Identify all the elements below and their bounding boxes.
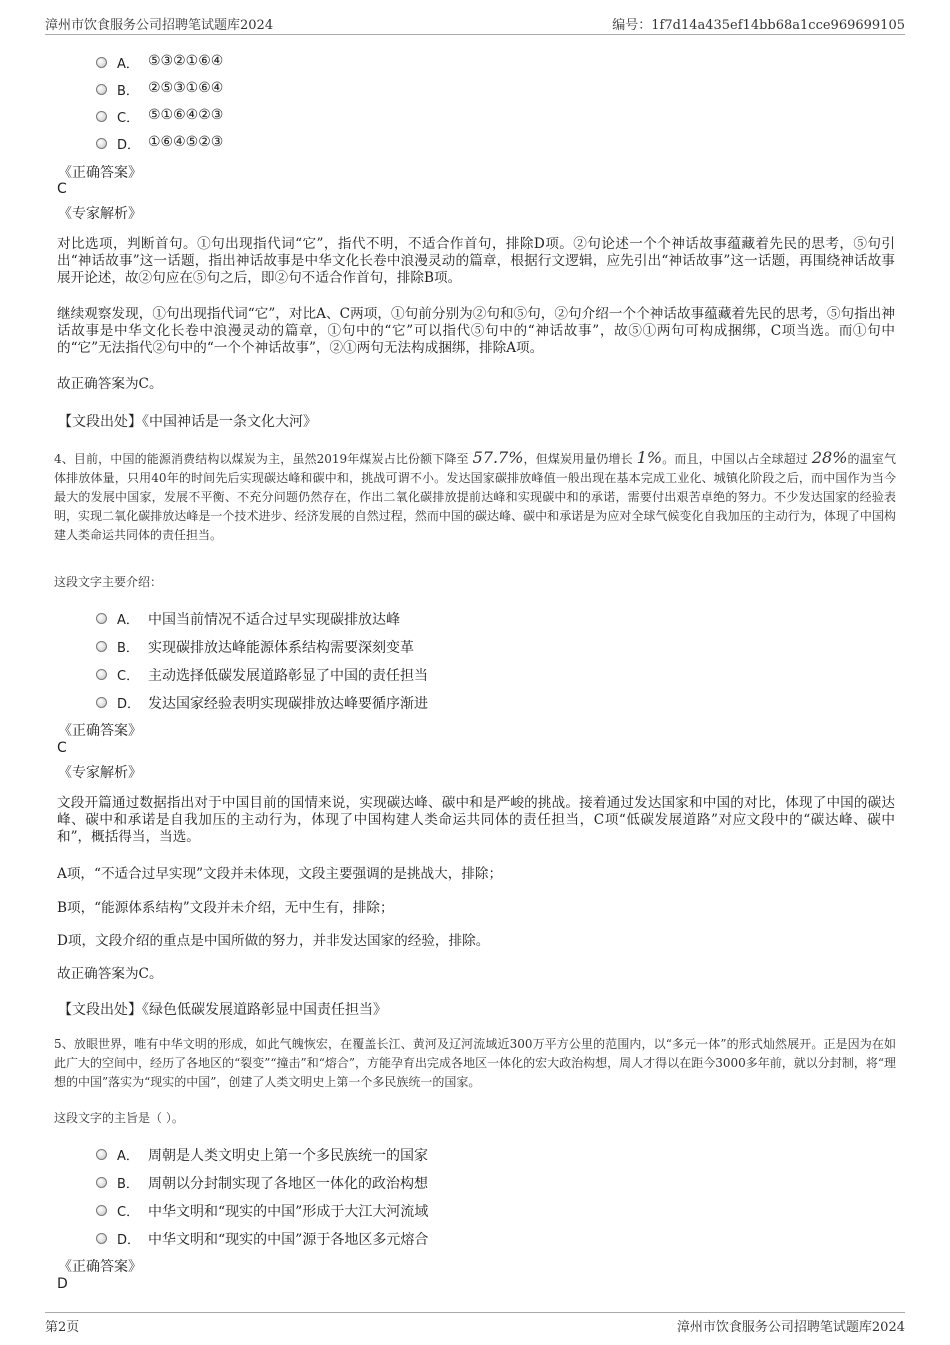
radio-icon[interactable] bbox=[96, 111, 107, 122]
q4-analysis-p1: 文段开篇通过数据指出对于中国目前的国情来说，实现碳达峰、碳中和是严峻的挑战。接着通过发达国家和中国的对比，体现了中国的碳达峰、碳中和承诺是自我加压的主动行为，体现了中国构建人类命运共同体的责任担当，C项“低碳发展道路”对应文段中的“碳达峰、碳中和”，概括得当，当选。 bbox=[57, 795, 895, 845]
q5-prompt: 这段文字的主旨是（ ）。 bbox=[54, 1111, 184, 1125]
q3-analysis-p2: 继续观察发现，①句出现指代词“它”，对比A、C两项，①句前分别为②句和⑤句，②句介绍一个个神话故事蕴藏着先民的思考，⑤句指出神话故事是中华文化长卷中浪漫灵动的篇章，①句中的“它”可以指代⑤句中的“神话故事”，故⑤①两句可构成捆绑，C项当选。而①句中的“它”无法指代②句中的“一个个神话故事”，②①两句无法构成捆绑，排除A项。 bbox=[57, 306, 895, 356]
radio-icon[interactable] bbox=[96, 1149, 107, 1160]
q5-answer: D bbox=[57, 1276, 68, 1292]
q4-source: 【文段出处】《绿色低碳发展道路彰显中国责任担当》 bbox=[58, 1002, 387, 1018]
page-footer bbox=[45, 1312, 905, 1335]
q4-value-2: 1% bbox=[636, 448, 663, 467]
q4-analysis-p5: 故正确答案为C。 bbox=[57, 966, 163, 982]
q3-analysis-p1: 对比选项，判断首句。①句出现指代词“它”，指代不明，不适合作首句，排除D项。②句论述一个个神话故事蕴藏着先民的思考，⑤句引出“神话故事”这一话题，指出神话故事是中华文化长卷中浪漫灵动的篇章，根据行文逻辑，应先引出“神话故事”这一话题，再围绕神话故事展开论述，故②句应在⑤句之后，即②句不适合作首句，排除B项。 bbox=[57, 236, 895, 286]
radio-icon[interactable] bbox=[96, 1233, 107, 1244]
radio-icon[interactable] bbox=[96, 669, 107, 680]
radio-icon[interactable] bbox=[96, 84, 107, 95]
header-id: 编号：1f7d14a435ef14bb68a1cce969699105 bbox=[612, 18, 905, 33]
q4-analysis-p4: D项，文段介绍的重点是中国所做的努力，并非发达国家的经验，排除。 bbox=[57, 933, 490, 949]
q4-value-3: 28% bbox=[811, 448, 848, 467]
radio-icon[interactable] bbox=[96, 613, 107, 624]
q4-answer: C bbox=[57, 740, 67, 756]
q3-analysis-label: 《专家解析》 bbox=[58, 206, 142, 222]
radio-icon[interactable] bbox=[96, 1177, 107, 1188]
q4-analysis-p2: A项，“不适合过早实现”文段并未体现，文段主要强调的是挑战大，排除； bbox=[57, 866, 503, 882]
radio-icon[interactable] bbox=[96, 138, 107, 149]
q4-answer-label: 《正确答案》 bbox=[58, 723, 142, 739]
radio-icon[interactable] bbox=[96, 57, 107, 68]
q3-answer-label: 《正确答案》 bbox=[58, 165, 142, 181]
page-header bbox=[45, 14, 905, 35]
q4-prompt: 这段文字主要介绍： bbox=[54, 575, 163, 589]
header-title: 漳州市饮食服务公司招聘笔试题库2024 bbox=[45, 18, 274, 33]
q3-source: 【文段出处】《中国神话是一条文化大河》 bbox=[58, 414, 317, 430]
radio-icon[interactable] bbox=[96, 1205, 107, 1216]
q4-value-1: 57.7% bbox=[472, 448, 524, 467]
radio-icon[interactable] bbox=[96, 641, 107, 652]
page-number: 第2页 bbox=[45, 1320, 80, 1335]
q4-analysis-label: 《专家解析》 bbox=[58, 765, 142, 781]
q3-answer: C bbox=[57, 181, 67, 197]
radio-icon[interactable] bbox=[96, 697, 107, 708]
q4-analysis-p3: B项，“能源体系结构”文段并未介绍，无中生有，排除； bbox=[57, 900, 394, 916]
q3-analysis-p3: 故正确答案为C。 bbox=[57, 376, 163, 392]
q4-stem: 4、目前，中国的能源消费结构以煤炭为主，虽然2019年煤炭占比份额下降至 57.7%，但煤炭用量仍增长 1%。而且，中国以占全球超过 28%的温室气体排放体量，只用40年的时间先后实现碳达峰和碳中和，挑战可谓不小。发达国家碳排放峰值一般出现在基本完成工业化、城镇化阶段之后，而中国作为当今最大的发展中国家，发展不平衡、不充分问题仍然存在，作出二氧化碳排放提前达峰和实现碳中和的承诺，需要付出艰苦卓绝的努力。不少发达国家的经验表明，实现二氧化碳排放达峰是一个技术进步、经济发展的自然过程，然而中国的碳达峰、碳中和承诺是为应对全球气候变化自我加压的主动行为，体现了中国构建人类命运共同体的责任担当。 bbox=[54, 448, 896, 542]
q5-answer-label: 《正确答案》 bbox=[58, 1259, 142, 1275]
footer-title: 漳州市饮食服务公司招聘笔试题库2024 bbox=[676, 1320, 905, 1335]
q5-stem: 5、放眼世界，唯有中华文明的形成，如此气魄恢宏，在覆盖长江、黄河及辽河流域近300万平方公里的范围内，以“多元一体”的形式灿然展开。正是因为在如此广大的空间中，经历了各地区的“裂变”“撞击”和“熔合”，方能孕育出完成各地区一体化的宏大政治构想，周人才得以在距今3000多年前，就以分封制，将“理想的中国”落实为“现实的中国”，创建了人类文明史上第一个多民族统一的国家。 bbox=[54, 1037, 896, 1089]
